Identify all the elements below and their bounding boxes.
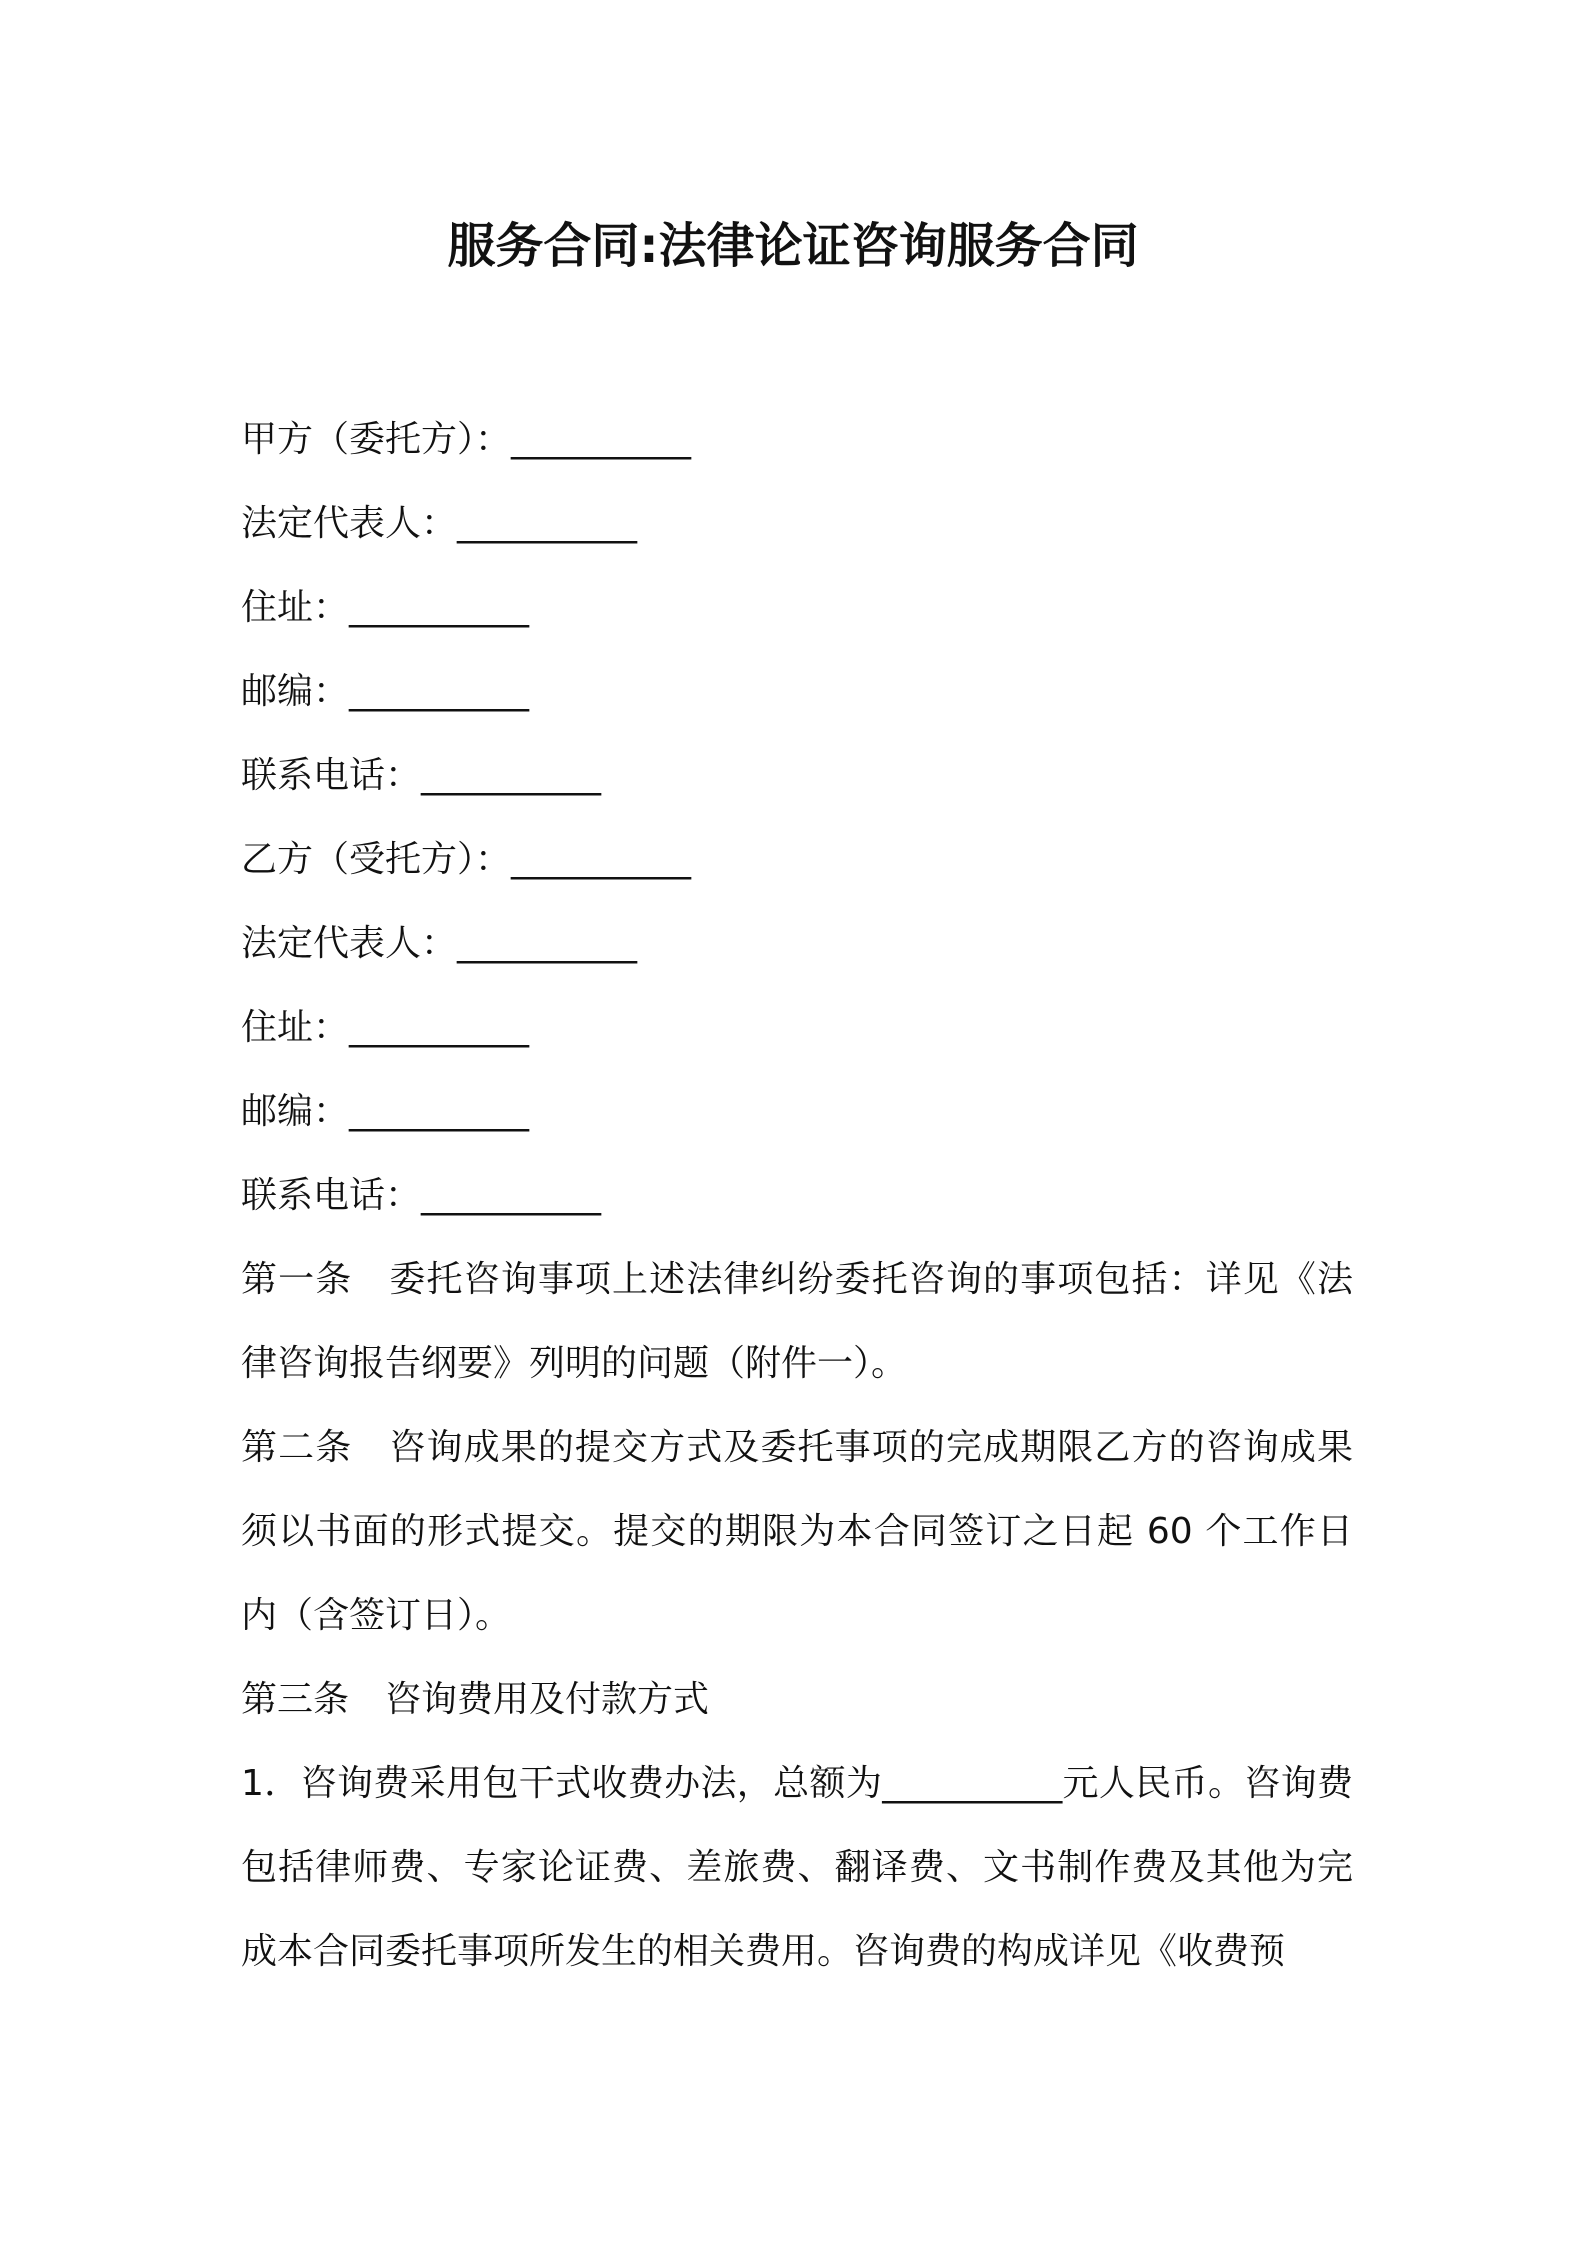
party-b-phone-line: 联系电话：__________ [241,1175,602,1216]
party-b-address-line: 住址：__________ [241,1007,530,1048]
party-a-address-line: 住址：__________ [241,587,530,628]
party-a-representative-line: 法定代表人：__________ [241,503,638,544]
article-3-clause-1: 1．咨询费采用包干式收费办法，总额为__________元人民币。咨询费包括律师费、专家论证费、差旅费、翻译费、文书制作费及其他为完成本合同委托事项所发生的相关费用。咨询费的构成详见《收费预 [241,1763,1353,1972]
article-2: 第二条 咨询成果的提交方式及委托事项的完成期限乙方的咨询成果须以书面的形式提交。提交的期限为本合同签订之日起 60 个工作日内（含签订日）。 [241,1427,1353,1636]
document-title: 服务合同:法律论证咨询服务合同 [447,218,1139,274]
party-b-name-line: 乙方（受托方）：__________ [241,839,692,880]
party-a-name-line: 甲方（委托方）：__________ [241,419,692,460]
party-b-representative-line: 法定代表人：__________ [241,923,638,964]
party-a-postcode-line: 邮编：__________ [241,671,530,712]
party-b-postcode-line: 邮编：__________ [241,1091,530,1132]
article-3-heading: 第三条 咨询费用及付款方式 [241,1679,710,1720]
article-1: 第一条 委托咨询事项上述法律纠纷委托咨询的事项包括：详见《法律咨询报告纲要》列明的问题（附件一）。 [241,1259,1353,1384]
party-a-phone-line: 联系电话：__________ [241,755,602,796]
